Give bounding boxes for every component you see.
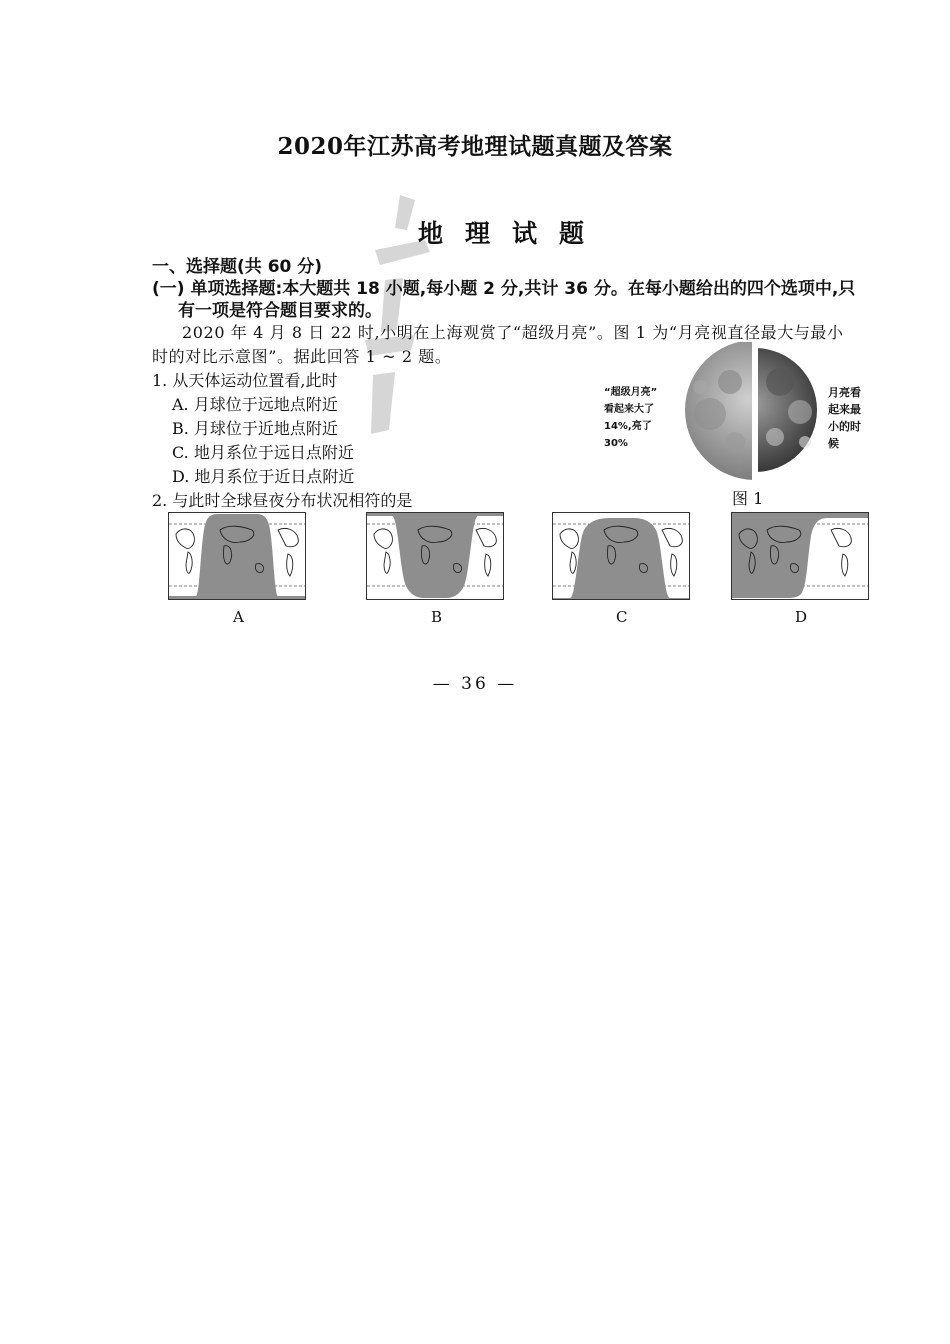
map-label-c: C (616, 608, 628, 626)
map-label-b: B (431, 608, 443, 626)
question-stem-line-2: 时的对比示意图”。据此回答 1 ~ 2 题。 (152, 347, 452, 366)
q1-option-b: B. 月球位于近地点附近 (172, 419, 338, 438)
figure-1-label: 图 1 (732, 489, 764, 508)
map-option-c (552, 512, 690, 600)
map-option-d (731, 512, 869, 600)
exam-title: 地理试题 (418, 219, 607, 248)
q1-option-d: D. 地月系位于近日点附近 (172, 467, 355, 486)
mini-moon-caption: 月亮看 起来最 小的时 候 (828, 386, 861, 450)
map-option-b (366, 512, 504, 600)
section-heading: 一、选择题(共 60 分) (152, 257, 323, 277)
question-1: 1. 从天体运动位置看,此时 (152, 371, 338, 390)
instruction-line-2: 有一项是符合题目要求的。 (178, 301, 382, 321)
q1-option-c: C. 地月系位于远日点附近 (172, 443, 354, 462)
question-2: 2. 与此时全球昼夜分布状况相符的是 (152, 491, 413, 510)
page-number: — 36 — (432, 674, 518, 694)
map-label-d: D (795, 608, 808, 626)
map-option-a (168, 512, 306, 600)
map-label-a: A (233, 608, 244, 626)
instruction-line-1: (一) 单项选择题:本大题共 18 小题,每小题 2 分,共计 36 分。在每小题给出的四个选项中,只 (152, 279, 856, 299)
document-title: 2020年江苏高考地理试题真题及答案 (277, 133, 673, 160)
super-moon-caption: “超级月亮” 看起来大了 14%,亮了 30% (604, 387, 658, 449)
question-stem-line-1: 2020 年 4 月 8 日 22 时,小明在上海观赏了“超级月亮”。图 1 为“月亮视直径最大与最小 (182, 323, 844, 342)
q1-option-a: A. 月球位于远地点附近 (172, 395, 338, 414)
